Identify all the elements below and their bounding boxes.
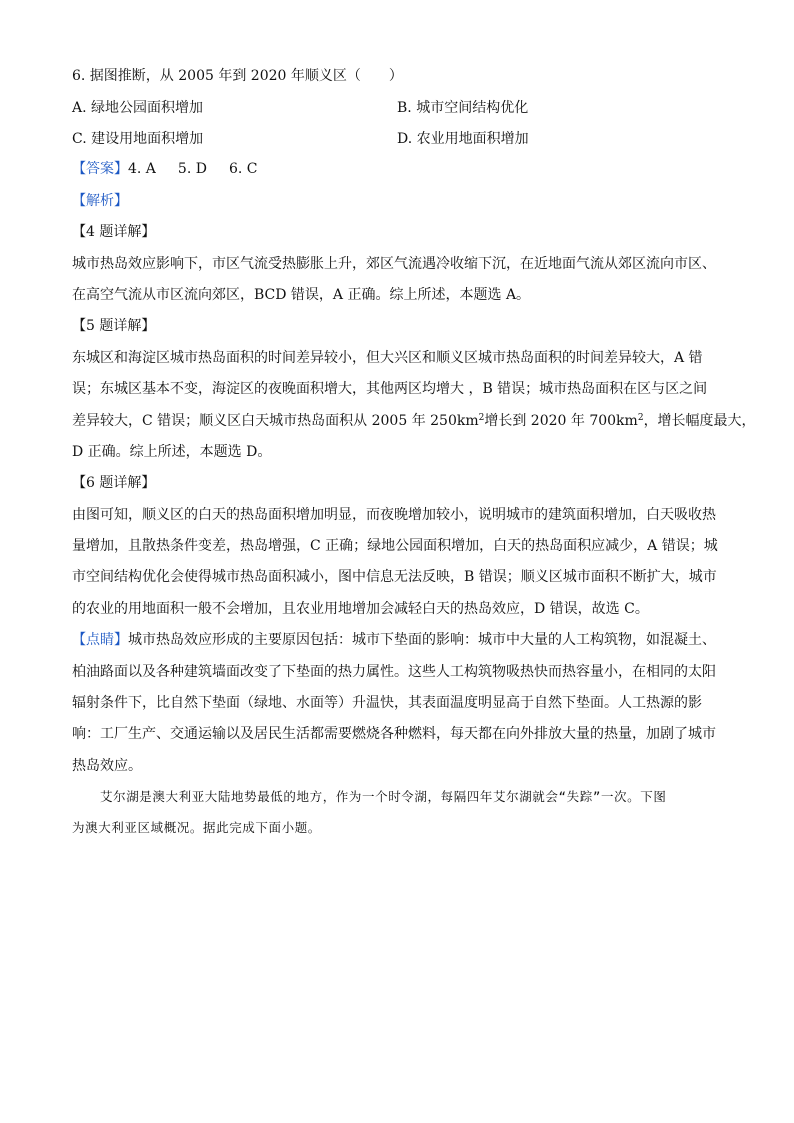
- q5-sup-1: 2: [478, 413, 485, 423]
- option-a: A. 绿地公园面积增加: [72, 100, 204, 116]
- tip-line-3: 辐射条件下，比自然下垫面（绿地、水面等）升温快，其表面温度明显高于自然下垫面。人工热源的影: [72, 695, 702, 711]
- tip-line-5: 热岛效应。: [72, 758, 142, 774]
- q6-line-3: 市空间结构优化会使得城市热岛面积减小，图中信息无法反映，B 错误；顺义区城市面积不断扩大，城市: [72, 569, 717, 585]
- q5-line-1: 东城区和海淀区城市热岛面积的时间差异较小，但大兴区和顺义区城市热岛面积的时间差异较大，A 错: [72, 350, 703, 366]
- q5-line-3: [72, 411, 756, 431]
- q5-line-3-end: ，增长幅度最大，: [643, 413, 756, 429]
- q5-line-3-mid: 增长到 2020 年 700km: [484, 413, 638, 429]
- option-b: B. 城市空间结构优化: [397, 100, 529, 116]
- answer-item-6: 6. C: [228, 161, 258, 177]
- tip-line-1: [72, 630, 722, 650]
- q6-line-4: 的农业的用地面积一般不会增加，且农业用地增加会减轻白天的热岛效应，D 错误，故选 C。: [72, 601, 649, 617]
- q5-line-2: 误；东城区基本不变，海淀区的夜晚面积增大，其他两区均增大 ，B 错误；城市热岛面积在区与区之间: [72, 381, 708, 397]
- q6-line-1: 由图可知，顺义区的白天的热岛面积增加明显，而夜晚增加较小，说明城市的建筑面积增加，白天吸收热: [72, 507, 716, 523]
- analysis-label: 【解析】: [72, 193, 128, 209]
- answer-item-5: 5. D: [177, 161, 207, 177]
- tip-line-4: 响：工厂生产、交通运输以及居民生活都需要燃烧各种燃料，每天都在向外排放大量的热量，加剧了城市: [72, 726, 716, 742]
- question-6-stem: 6. 据图推断，从 2005 年到 2020 年顺义区（ ）: [72, 68, 403, 84]
- intro-line-1: 艾尔湖是澳大利亚大陆地势最低的地方，作为一个时令湖，每隔四年艾尔湖就会“失踪”一次。下图: [100, 789, 667, 804]
- q4-line-1: 城市热岛效应影响下，市区气流受热膨胀上升，郊区气流遇冷收缩下沉，在近地面气流从郊区流向市区、: [72, 256, 716, 272]
- answer-label: 【答案】: [72, 161, 128, 177]
- q6-line-2: 量增加，且散热条件变差，热岛增强，C 正确；绿地公园面积增加，白天的热岛面积应减少，A 错误；城: [72, 538, 718, 554]
- tip-line-2: 柏油路面以及各种建筑墙面改变了下垫面的热力属性。这些人工构筑物吸热快而热容量小，在相同的太阳: [72, 664, 716, 680]
- answer-item-4: 4. A: [128, 161, 156, 177]
- q4-heading: 【4 题详解】: [72, 224, 156, 240]
- q5-line-4: D 正确。综上所述，本题选 D。: [72, 444, 272, 460]
- q5-sup-2: 2: [637, 413, 644, 423]
- q5-line-3-start: 差异较大，C 错误；顺义区白天城市热岛面积从 2005 年 250km: [72, 413, 479, 429]
- q5-heading: 【5 题详解】: [72, 318, 156, 334]
- tip-label: 【点睛】: [72, 632, 128, 648]
- q4-line-2: 在高空气流从市区流向郊区，BCD 错误，A 正确。综上所述，本题选 A。: [72, 287, 531, 303]
- answer-line: [72, 159, 722, 179]
- tip-first-line: 城市热岛效应形成的主要原因包括：城市下垫面的影响：城市中大量的人工构筑物，如混凝土、: [128, 632, 716, 648]
- option-c: C. 建设用地面积增加: [72, 131, 204, 147]
- q6-heading: 【6 题详解】: [72, 475, 156, 491]
- option-d: D. 农业用地面积增加: [397, 131, 529, 147]
- intro-line-2: 为澳大利亚区域概况。据此完成下面小题。: [72, 820, 321, 835]
